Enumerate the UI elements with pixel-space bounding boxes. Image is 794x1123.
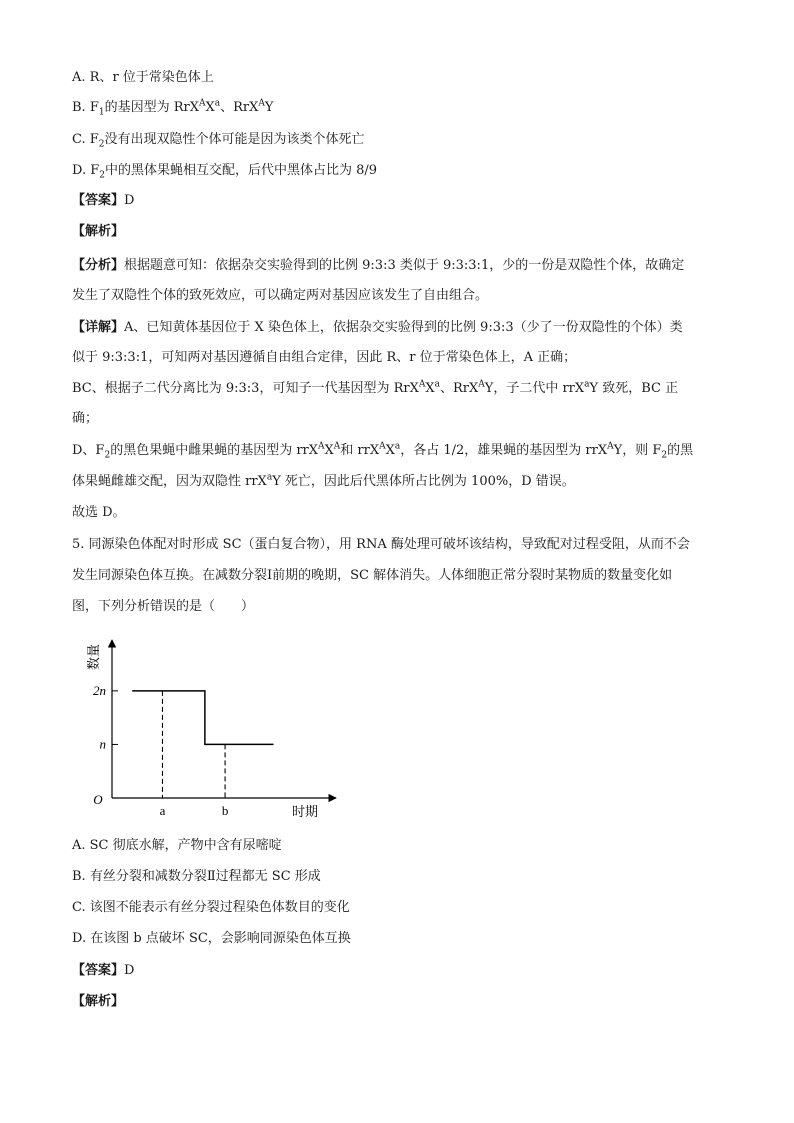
x-marker-label: a xyxy=(159,803,166,817)
q4-xiangjie-line1: 【详解】A、已知黄体基因位于 X 染色体上，依据杂交实验得到的比例 9:3:3（少了一份双隐性的个体）类 xyxy=(72,320,683,335)
y-axis-label: 数量 xyxy=(86,644,101,671)
origin-label: O xyxy=(93,792,103,807)
x-axis-label: 时期 xyxy=(292,804,319,817)
x-marker-label: b xyxy=(221,803,229,817)
q4-answer: 【答案】D xyxy=(72,193,135,208)
q4-d-line1: D、$F_2$的黑色果蝇中雌果蝇的基因型为 $rrX^AX^A$和 $rrX^AX^a$，各占 1/2，雄果蝇的基因型为 rrX$^A$Y，则 $F_2$的黑 xyxy=(72,441,694,461)
q4-d-line2: 体果蝇雌雄交配，因为双隐性 rrX$^a$Y 死亡，因此后代黑体所占比例为 100%，D 错误。 xyxy=(72,472,575,489)
q5-analysis-label: 【解析】 xyxy=(72,994,125,1009)
q4-bc-line2: 确； xyxy=(72,411,99,426)
q4-xiangjie-line2: 似于 9:3:3:1，可知两对基因遵循自由组合定律，因此 R、r 位于常染色体上，A 正确； xyxy=(72,350,577,365)
series-line xyxy=(132,691,273,745)
y-tick-label: 2n xyxy=(93,682,106,698)
q5-stem-line3: 图，下列分析错误的是（ ） xyxy=(72,599,255,614)
q5-option-d: D. 在该图 b 点破坏 SC，会影响同源染色体互换 xyxy=(72,931,351,946)
q5-option-c: C. 该图不能表示有丝分裂过程染色体数目的变化 xyxy=(72,900,350,915)
q4-analysis-label: 【解析】 xyxy=(72,224,125,239)
q5-option-a: A. SC 彻底水解，产物中含有尿嘧啶 xyxy=(72,838,282,853)
q4-option-b: B. $F_1$的基因型为 $RrX^AX^a$、RrX$^A$Y xyxy=(72,98,274,118)
q5-stem-line1: 5. 同源染色体配对时形成 SC（蛋白复合物），用 RNA 酶处理可破坏该结构，导致配对过程受阻，从而不会 xyxy=(72,537,690,552)
q4-conclusion: 故选 D。 xyxy=(72,505,126,520)
q5-option-b: B. 有丝分裂和减数分裂Ⅱ过程都无 SC 形成 xyxy=(72,869,321,884)
q5-stem-line2: 发生同源染色体互换。在减数分裂Ⅰ前期的晚期，SC 解体消失。人体细胞正常分裂时某物质的数量变化如 xyxy=(72,568,673,583)
q5-answer: 【答案】D xyxy=(72,963,135,978)
q4-option-d: D. $F_2$中的黑体果蝇相互交配，后代中黑体占比为 8/9 xyxy=(72,163,378,181)
q4-fenxi-line2: 发生了双隐性个体的致死效应，可以确定两对基因应该发生了自由组合。 xyxy=(72,288,489,303)
quantity-change-chart xyxy=(80,632,350,817)
q4-bc-line1: BC、根据子二代分离比为 9:3:3，可知子一代基因型为 $RrX^AX^a$、RrX$^A$Y，子二代中 rrX$^a$Y 致死，BC 正 xyxy=(72,379,679,396)
q4-fenxi-line1: 【分析】根据题意可知：依据杂交实验得到的比例 9:3:3 类似于 9:3:3:1，少的一份是双隐性个体，故确定 xyxy=(72,258,685,273)
q4-option-c: C. $F_2$没有出现双隐性个体可能是因为该类个体死亡 xyxy=(72,132,365,150)
answer-label: 【答案】 xyxy=(72,193,125,208)
y-tick-label: n xyxy=(99,736,106,752)
q4-option-a: A. R、r 位于常染色体上 xyxy=(72,70,214,85)
